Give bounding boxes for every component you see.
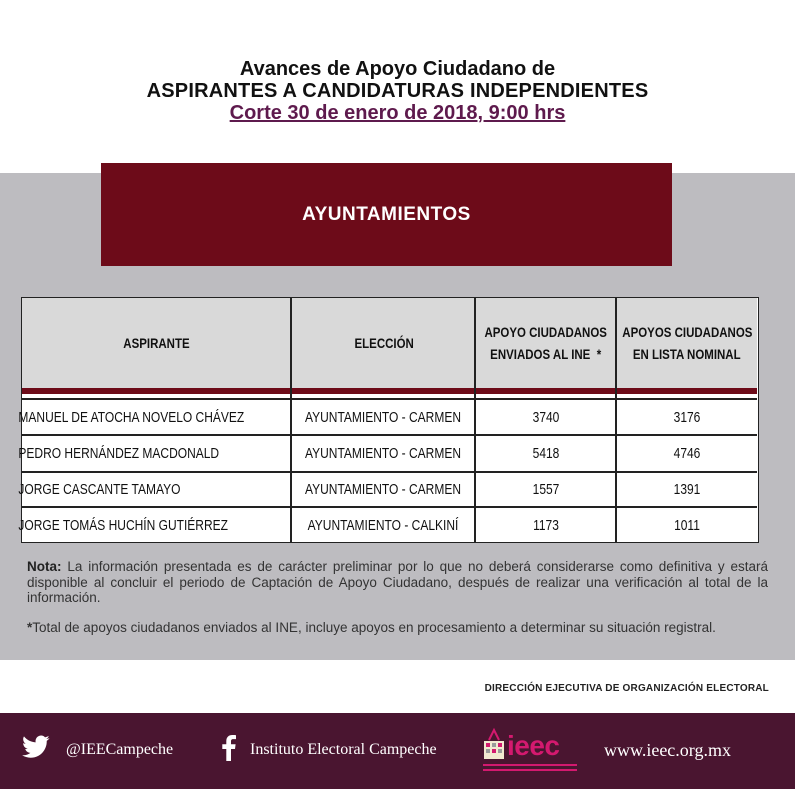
- table-row-4-eleccion: AYUNTAMIENTO - CALKINÍ: [307, 516, 459, 534]
- header-apoyo-ine-line1: APOYO CIUDADANOS: [484, 324, 608, 340]
- table-row-1-aspirante: [0, 400, 245, 434]
- facebook-name[interactable]: Instituto Electoral Campeche: [250, 741, 437, 758]
- header-cell-eleccion: [293, 298, 475, 388]
- header-divider: [22, 388, 757, 394]
- table-row-3-eleccion: AYUNTAMIENTO - CARMEN: [305, 481, 462, 498]
- direction-label: DIRECCIÓN EJECUTIVA DE ORGANIZACIÓN ELECTORAL: [484, 683, 769, 694]
- table-row-2-lista: 4746: [673, 445, 701, 462]
- note-text: La información presentada es de carácter preliminar por lo que no deberá considerarse como definitiva y estará disponible al concluir el periodo de Captación de Apoyo Ciudadano, después de realizar una verificación al total de la información.: [27, 559, 768, 605]
- title-line-2: ASPIRANTES A CANDIDATURAS INDEPENDIENTES: [146, 80, 649, 102]
- note-paragraph: [27, 559, 768, 606]
- table-row-4-ine: 1173: [533, 516, 559, 534]
- ieec-logo-text: ieec: [507, 730, 560, 761]
- header-apoyo-lista-line1: APOYOS CIUDADANOS: [621, 324, 753, 340]
- table-row-1-eleccion: AYUNTAMIENTO - CARMEN: [305, 408, 462, 426]
- header-cell-aspirante: [22, 298, 291, 388]
- cutoff-date: Corte 30 de enero de 2018, 9:00 hrs: [229, 102, 566, 124]
- ieec-logo-icon: [481, 726, 579, 776]
- table-row-3-ine: 1557: [532, 481, 560, 498]
- table-row-2-ine: 5418: [532, 445, 560, 462]
- table-row-1-lista: 3176: [673, 408, 701, 426]
- facebook-icon[interactable]: [218, 735, 240, 761]
- twitter-icon[interactable]: [22, 735, 50, 759]
- table-row-4-lista: 1011: [674, 516, 700, 534]
- note-label: Nota:: [27, 559, 62, 574]
- table-row-4-aspirante: [0, 508, 231, 542]
- title-line-1: Avances de Apoyo Ciudadano de: [239, 58, 556, 80]
- asterisk-note: [27, 620, 768, 636]
- cell-aspirante: PEDRO HERNÁNDEZ MACDONALD: [18, 445, 220, 462]
- table-row-3-lista: 1391: [673, 481, 701, 498]
- page-header: [0, 58, 795, 124]
- twitter-handle[interactable]: @IEECampeche: [66, 741, 174, 758]
- footer-bar: [0, 713, 795, 789]
- results-table: [18, 297, 759, 543]
- cell-aspirante: MANUEL DE ATOCHA NOVELO CHÁVEZ: [18, 408, 245, 426]
- section-title: AYUNTAMIENTOS: [302, 203, 471, 225]
- asterisk-mark: *: [27, 620, 33, 635]
- table-row-3-aspirante: [0, 473, 231, 506]
- table-row-2-eleccion: AYUNTAMIENTO - CARMEN: [305, 445, 462, 462]
- cell-aspirante: JORGE TOMÁS HUCHÍN GUTIÉRREZ: [18, 516, 228, 534]
- header-eleccion: ELECCIÓN: [354, 335, 414, 351]
- header-cell-apoyo-ine: [475, 298, 617, 388]
- table-row-2-aspirante: [0, 436, 231, 471]
- website-link[interactable]: www.ieec.org.mx: [604, 740, 731, 760]
- header-apoyo-lista-line2: EN LISTA NOMINAL: [633, 346, 741, 362]
- cell-aspirante: JORGE CASCANTE TAMAYO: [18, 481, 181, 498]
- section-banner: [101, 163, 672, 266]
- header-aspirante: ASPIRANTE: [123, 335, 190, 351]
- header-cell-apoyo-lista: [617, 298, 757, 388]
- asterisk-text: Total de apoyos ciudadanos enviados al INE, incluye apoyos en procesamiento a determinar su situación registral.: [32, 620, 716, 635]
- header-apoyo-ine-line2: ENVIADOS AL INE *: [490, 346, 602, 362]
- table-row-1-ine: 3740: [532, 408, 560, 426]
